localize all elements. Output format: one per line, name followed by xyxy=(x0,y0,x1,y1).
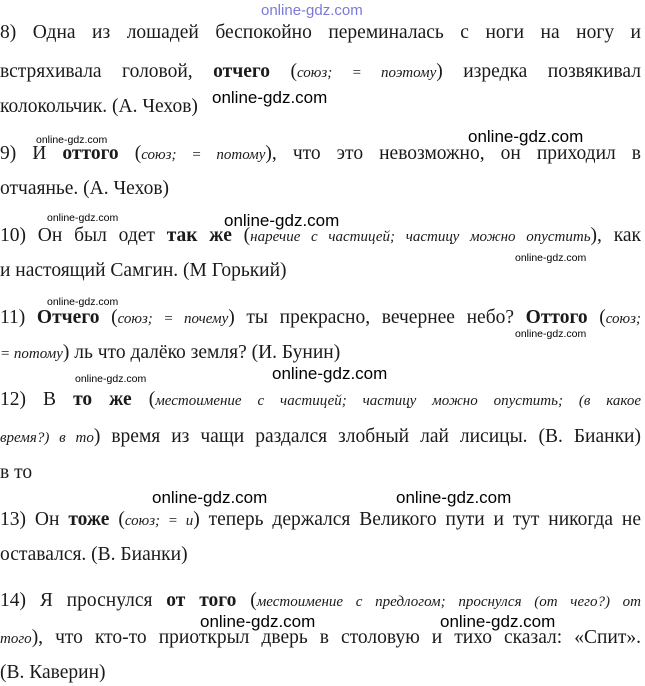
grammar-note: того xyxy=(0,631,32,647)
text: ( xyxy=(118,143,142,164)
text: ) ль что далёко земля? (И. Бунин) xyxy=(62,342,341,363)
line-2 xyxy=(0,61,641,84)
watermark: online-gdz.com xyxy=(440,612,556,631)
keyword: Оттого xyxy=(525,307,588,328)
text: 11) xyxy=(0,307,37,328)
watermark-small: online-gdz.com xyxy=(36,134,108,146)
keyword: тоже xyxy=(68,509,110,530)
keyword: оттого xyxy=(62,143,119,164)
watermark: online-gdz.com xyxy=(396,488,512,507)
text: ( xyxy=(231,225,251,246)
watermark: online-gdz.com xyxy=(212,88,328,107)
grammar-note: союз; = и xyxy=(124,513,194,529)
grammar-note: = потому xyxy=(0,346,63,362)
text: ( xyxy=(131,389,156,410)
text: ) изредка позвякивал xyxy=(436,61,641,82)
text: (В. Каверин) xyxy=(0,662,106,683)
keyword: так же xyxy=(166,225,232,246)
grammar-note: время?) в то xyxy=(0,430,94,446)
grammar-note: местоимение с частицей; частицу можно опустить; (в какое xyxy=(155,393,642,409)
text: встряхивала головой, xyxy=(0,61,214,82)
text: 10) Он был одет xyxy=(0,225,167,246)
text: ( xyxy=(270,61,297,82)
text: 12) В xyxy=(0,389,74,410)
watermark-small: online-gdz.com xyxy=(47,296,119,308)
line-10 xyxy=(0,389,641,412)
text: ( xyxy=(236,590,257,611)
keyword: отчего xyxy=(213,61,271,82)
line-14 xyxy=(0,544,645,566)
grammar-note: союз; = поэтому xyxy=(297,65,437,81)
watermark: online-gdz.com xyxy=(200,612,316,631)
text: и настоящий Самгин. (М Горький) xyxy=(0,260,287,281)
keyword: Отчего xyxy=(36,307,100,328)
keyword: то же xyxy=(73,389,132,410)
line-13 xyxy=(0,509,641,532)
line-8 xyxy=(0,307,641,330)
line-1 xyxy=(0,22,641,44)
text: ), как xyxy=(590,225,641,246)
text: ), что кто-то приоткрыл дверь в столовую и тихо сказал: «Спит». xyxy=(31,627,641,648)
text: 13) Он xyxy=(0,509,69,530)
watermark-small: online-gdz.com xyxy=(515,328,587,340)
text: 14) Я проснулся xyxy=(0,590,167,611)
line-5 xyxy=(0,178,645,200)
grammar-note: местоимение с предлогом; проснулся (от чего?) от xyxy=(256,594,642,610)
line-11 xyxy=(0,426,641,449)
text: ( xyxy=(587,307,606,328)
text: 8) Одна из лошадей беспокойно переминалась с ноги на ногу и xyxy=(0,22,641,43)
text: ) теперь держался Великого пути и тут никогда не xyxy=(193,509,641,530)
line-15 xyxy=(0,590,641,613)
text: в то xyxy=(0,462,33,483)
watermark-small: online-gdz.com xyxy=(75,373,147,385)
line-12 xyxy=(0,462,645,484)
grammar-note: союз; xyxy=(605,311,641,327)
line-17 xyxy=(0,662,645,684)
watermark: online-gdz.com xyxy=(468,127,584,146)
watermark-small: online-gdz.com xyxy=(515,252,587,264)
watermark: online-gdz.com xyxy=(152,488,268,507)
line-9 xyxy=(0,342,645,365)
text: 9) И xyxy=(0,143,63,164)
watermark: online-gdz.com xyxy=(224,211,340,230)
text: ), что это невозможно, он приходил в xyxy=(265,143,642,164)
keyword: от того xyxy=(166,590,237,611)
grammar-note: союз; = почему xyxy=(117,311,229,327)
grammar-note: наречие с частицей; частицу можно опустить xyxy=(250,229,591,245)
watermark-small: online-gdz.com xyxy=(47,212,119,224)
grammar-note: союз; = потому xyxy=(141,147,266,163)
watermark: online-gdz.com xyxy=(272,364,388,383)
text: оставался. (В. Бианки) xyxy=(0,544,188,565)
text: ) время из чащи раздался злобный лай лисицы. (В. Бианки) xyxy=(93,426,641,447)
text: ( xyxy=(99,307,118,328)
text: ( xyxy=(109,509,125,530)
text: ) ты прекрасно, вечернее небо? xyxy=(228,307,526,328)
text: колокольчик. (А. Чехов) xyxy=(0,96,198,117)
watermark-top: online-gdz.com xyxy=(261,2,363,19)
text: отчаянье. (А. Чехов) xyxy=(0,178,170,199)
